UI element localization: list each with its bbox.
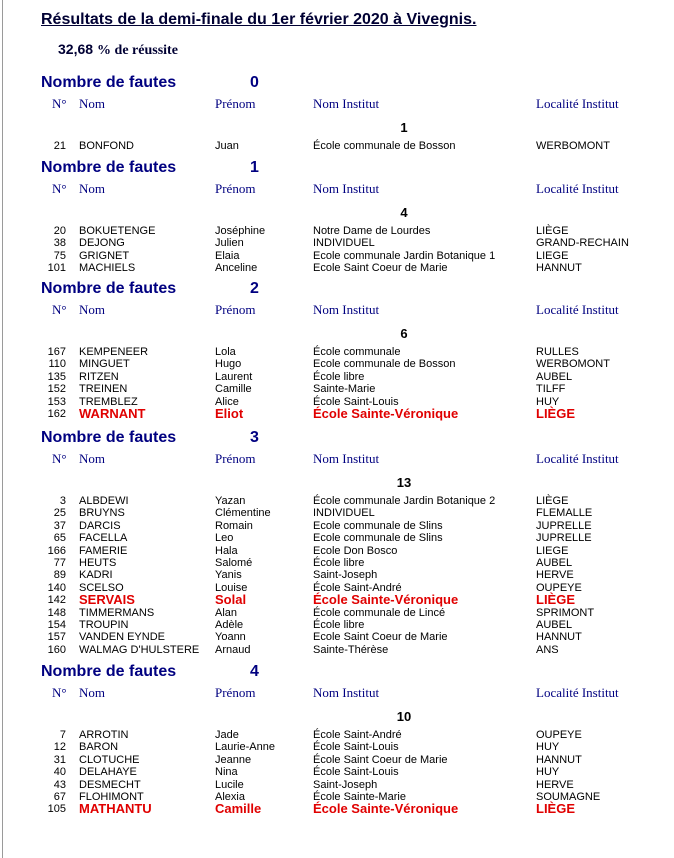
- cell-localite: HERVE: [536, 778, 574, 791]
- cell-num: 148: [47, 606, 66, 619]
- cell-nom: SERVAIS: [79, 592, 135, 608]
- cell-localite: WERBOMONT: [536, 358, 610, 371]
- cell-localite: AUBEL: [536, 557, 573, 569]
- cell-num: 157: [47, 631, 66, 644]
- table-row: [0, 569, 674, 581]
- cell-institut: École Saint-André: [313, 729, 402, 741]
- cell-localite: TILFF: [536, 383, 566, 396]
- table-row: [0, 237, 674, 249]
- table-row: [0, 371, 674, 383]
- cell-nom: ARROTIN: [79, 729, 129, 741]
- fautes-count: 0: [250, 74, 259, 91]
- cell-localite: OUPEYE: [536, 729, 582, 741]
- cell-num: 25: [53, 507, 66, 520]
- table-row: [0, 383, 674, 395]
- cell-institut: École libre: [313, 619, 365, 631]
- cell-prenom: Alice: [215, 395, 239, 408]
- cell-institut: Ecole Don Bosco: [313, 544, 398, 557]
- cell-prenom: Yoann: [215, 631, 246, 644]
- column-header-localite: Localité Institut: [536, 685, 619, 700]
- cell-localite: HUY: [536, 741, 560, 754]
- cell-institut: École libre: [313, 370, 365, 383]
- cell-localite: AUBEL: [536, 619, 573, 631]
- cell-nom: GRIGNET: [79, 249, 130, 262]
- cell-nom: WARNANT: [79, 406, 146, 421]
- cell-prenom: Elaia: [215, 249, 240, 262]
- cell-localite: RULLES: [536, 346, 579, 358]
- cell-institut: Ecole communale de Slins: [313, 532, 443, 545]
- column-header-nom: Nom: [79, 302, 105, 317]
- table-row: [0, 507, 674, 519]
- cell-institut: École communale de Bosson: [313, 140, 456, 152]
- table-row: [0, 741, 674, 753]
- cell-prenom: Julien: [215, 237, 244, 250]
- column-header-nom: Nom: [79, 685, 105, 700]
- cell-prenom: Clémentine: [215, 507, 271, 520]
- cell-prenom: Laurent: [215, 370, 253, 383]
- table-row: [0, 495, 674, 507]
- cell-localite: FLEMALLE: [536, 507, 593, 520]
- cell-num: 160: [47, 643, 66, 656]
- fautes-count: 3: [250, 429, 259, 446]
- cell-nom: DARCIS: [79, 519, 121, 532]
- cell-institut: Sainte-Thérèse: [313, 643, 389, 656]
- cell-num: 135: [47, 370, 66, 383]
- cell-prenom: Lucile: [215, 778, 244, 791]
- cell-prenom: Alexia: [215, 791, 245, 803]
- cell-prenom: Nina: [215, 766, 238, 779]
- cell-localite: LIEGE: [536, 544, 569, 557]
- table-row: [0, 358, 674, 370]
- cell-num: 20: [53, 225, 66, 237]
- cell-num: 12: [53, 741, 66, 754]
- cell-institut: École Saint-Louis: [313, 395, 399, 408]
- cell-prenom: Camille: [215, 383, 252, 396]
- cell-nom: TREINEN: [79, 383, 128, 396]
- cell-institut: École Sainte-Marie: [313, 791, 406, 803]
- table-row: [0, 631, 674, 643]
- cell-num: 31: [53, 753, 66, 766]
- cell-localite: HANNUT: [536, 262, 582, 275]
- column-header-prenom: Prénom: [215, 451, 256, 466]
- cell-prenom: Salomé: [215, 557, 253, 569]
- cell-nom: TROUPIN: [79, 619, 129, 631]
- cell-institut: Notre Dame de Lourdes: [313, 225, 431, 237]
- cell-localite: HANNUT: [536, 753, 582, 766]
- cell-num: 154: [47, 619, 66, 631]
- group-participant-count: 6: [400, 326, 408, 341]
- cell-institut: Saint-Joseph: [313, 569, 378, 582]
- column-header-institut: Nom Institut: [313, 96, 380, 111]
- cell-localite: JUPRELLE: [536, 532, 592, 545]
- section-heading: Nombre de fautes: [41, 74, 177, 91]
- column-header-localite: Localité Institut: [536, 181, 619, 196]
- cell-institut: Ecole communale de Slins: [313, 519, 443, 532]
- cell-num: 153: [47, 395, 66, 408]
- section-heading: Nombre de fautes: [41, 280, 177, 297]
- cell-prenom: Jeanne: [215, 753, 252, 766]
- cell-localite: WERBOMONT: [536, 140, 610, 152]
- cell-institut: École communale Jardin Botanique 2: [313, 495, 496, 507]
- cell-localite: LIÈGE: [536, 495, 569, 507]
- table-row: [0, 607, 674, 619]
- cell-institut: Sainte-Marie: [313, 383, 376, 396]
- cell-num: 105: [47, 803, 66, 816]
- cell-prenom: Alan: [215, 606, 238, 619]
- cell-institut: Ecole Saint Coeur de Marie: [313, 262, 448, 275]
- cell-localite: LIÈGE: [536, 225, 569, 237]
- column-header-num: N°: [52, 685, 67, 700]
- cell-num: 67: [53, 791, 66, 803]
- cell-prenom: Yanis: [215, 569, 242, 582]
- cell-localite: LIÈGE: [536, 406, 576, 421]
- cell-nom: MINGUET: [79, 358, 130, 371]
- cell-num: 37: [53, 519, 66, 532]
- table-row: [0, 779, 674, 791]
- page-title: Résultats de la demi-finale du 1er février 2020 à Vivegnis.: [41, 11, 477, 28]
- cell-localite: JUPRELLE: [536, 519, 592, 532]
- cell-institut: Ecole communale de Bosson: [313, 358, 456, 371]
- table-row: [0, 520, 674, 532]
- cell-institut: École Sainte-Véronique: [313, 592, 459, 608]
- group-participant-count: 4: [400, 205, 408, 220]
- column-header-prenom: Prénom: [215, 302, 256, 317]
- column-header-prenom: Prénom: [215, 181, 256, 196]
- cell-prenom: Hala: [215, 544, 238, 557]
- cell-num: 152: [47, 383, 66, 396]
- table-row: [0, 545, 674, 557]
- section-heading: Nombre de fautes: [41, 429, 177, 446]
- cell-localite: HUY: [536, 766, 560, 779]
- cell-nom: TIMMERMANS: [79, 606, 155, 619]
- cell-num: 166: [47, 544, 66, 557]
- cell-prenom: Solal: [215, 592, 247, 608]
- cell-institut: Ecole communale Jardin Botanique 1: [313, 249, 496, 262]
- cell-prenom: Louise: [215, 581, 248, 594]
- cell-nom: HEUTS: [79, 557, 117, 569]
- cell-nom: VANDEN EYNDE: [79, 631, 165, 644]
- cell-localite: SOUMAGNE: [536, 791, 601, 803]
- column-header-localite: Localité Institut: [536, 96, 619, 111]
- cell-num: 43: [53, 778, 66, 791]
- column-header-nom: Nom: [79, 451, 105, 466]
- cell-nom: BONFOND: [79, 140, 134, 152]
- table-row: [0, 225, 674, 237]
- column-header-num: N°: [52, 451, 67, 466]
- table-row: [0, 346, 674, 358]
- table-row: [0, 140, 674, 152]
- cell-nom: DESMECHT: [79, 778, 141, 791]
- cell-nom: DEJONG: [79, 237, 125, 250]
- success-rate: [58, 41, 178, 59]
- cell-localite: LIÈGE: [536, 592, 576, 608]
- cell-nom: FLOHIMONT: [79, 791, 144, 803]
- cell-localite: AUBEL: [536, 370, 573, 383]
- cell-prenom: Camille: [215, 801, 262, 817]
- column-header-prenom: Prénom: [215, 96, 256, 111]
- success-rate-label: % de réussite: [97, 43, 178, 58]
- cell-localite: OUPEYE: [536, 581, 582, 594]
- cell-institut: École Saint-André: [313, 581, 402, 594]
- table-row: [0, 532, 674, 544]
- cell-prenom: Eliot: [215, 406, 244, 421]
- cell-prenom: Jade: [215, 729, 239, 741]
- cell-nom: KADRI: [79, 569, 113, 582]
- table-row: [0, 619, 674, 631]
- cell-prenom: Juan: [215, 140, 239, 152]
- column-header-localite: Localité Institut: [536, 451, 619, 466]
- highlighted-row: [0, 801, 674, 815]
- group-participant-count: 13: [396, 475, 412, 490]
- table-row: [0, 250, 674, 262]
- cell-num: 77: [53, 557, 66, 569]
- cell-prenom: Anceline: [215, 262, 258, 275]
- cell-nom: DELAHAYE: [79, 766, 137, 779]
- column-header-num: N°: [52, 96, 67, 111]
- highlighted-row: [0, 592, 674, 606]
- table-row: [0, 754, 674, 766]
- cell-institut: École communale: [313, 346, 401, 358]
- cell-prenom: Arnaud: [215, 643, 251, 656]
- cell-nom: BOKUETENGE: [79, 225, 156, 237]
- cell-nom: WALMAG D'HULSTERE: [79, 643, 200, 656]
- cell-institut: École Saint-Louis: [313, 741, 399, 754]
- cell-num: 89: [53, 569, 66, 582]
- column-header-institut: Nom Institut: [313, 181, 380, 196]
- highlighted-row: [0, 406, 674, 420]
- cell-prenom: Yazan: [215, 495, 246, 507]
- cell-nom: FACELLA: [79, 532, 128, 545]
- cell-institut: École communale de Lincé: [313, 606, 446, 619]
- table-row: [0, 644, 674, 656]
- section-heading: Nombre de fautes: [41, 159, 177, 176]
- table-row: [0, 262, 674, 274]
- cell-institut: INDIVIDUEL: [313, 237, 375, 250]
- fautes-count: 2: [250, 280, 259, 297]
- cell-num: 40: [53, 766, 66, 779]
- cell-prenom: Romain: [215, 519, 253, 532]
- cell-prenom: Laurie-Anne: [215, 741, 275, 754]
- cell-institut: École Saint-Louis: [313, 766, 399, 779]
- cell-localite: LIÈGE: [536, 801, 576, 817]
- cell-localite: LIEGE: [536, 249, 569, 262]
- cell-prenom: Leo: [215, 532, 234, 545]
- cell-institut: École libre: [313, 557, 365, 569]
- cell-institut: École Saint Coeur de Marie: [313, 753, 448, 766]
- cell-num: 3: [59, 495, 66, 507]
- group-participant-count: 10: [396, 709, 412, 724]
- cell-nom: FAMERIE: [79, 544, 128, 557]
- cell-num: 142: [47, 594, 66, 607]
- table-row: [0, 729, 674, 741]
- cell-nom: TREMBLEZ: [79, 395, 138, 408]
- cell-num: 167: [47, 346, 66, 358]
- cell-nom: KEMPENEER: [79, 346, 149, 358]
- cell-num: 75: [53, 249, 66, 262]
- column-header-nom: Nom: [79, 96, 105, 111]
- cell-nom: RITZEN: [79, 370, 119, 383]
- cell-nom: BARON: [79, 741, 119, 754]
- cell-num: 38: [53, 237, 66, 250]
- cell-nom: MACHIELS: [79, 262, 136, 275]
- cell-localite: HANNUT: [536, 631, 582, 644]
- cell-num: 140: [47, 581, 66, 594]
- cell-num: 110: [48, 358, 66, 371]
- column-header-nom: Nom: [79, 181, 105, 196]
- cell-localite: HERVE: [536, 569, 574, 582]
- cell-num: 101: [47, 262, 66, 275]
- cell-institut: Saint-Joseph: [313, 778, 378, 791]
- cell-localite: HUY: [536, 395, 560, 408]
- cell-nom: SCELSO: [79, 581, 124, 594]
- fautes-count: 4: [250, 663, 259, 680]
- cell-institut: École Sainte-Véronique: [313, 406, 459, 421]
- fautes-count: 1: [250, 159, 259, 176]
- group-participant-count: 1: [400, 120, 408, 135]
- column-header-num: N°: [52, 181, 67, 196]
- cell-localite: ANS: [536, 643, 559, 656]
- cell-prenom: Joséphine: [215, 225, 266, 237]
- cell-localite: GRAND-RECHAIN: [536, 237, 629, 250]
- cell-institut: INDIVIDUEL: [313, 507, 375, 520]
- cell-localite: SPRIMONT: [536, 606, 595, 619]
- cell-num: 162: [47, 408, 66, 420]
- cell-prenom: Adèle: [215, 619, 244, 631]
- table-row: [0, 766, 674, 778]
- cell-institut: École Sainte-Véronique: [313, 801, 459, 817]
- column-header-institut: Nom Institut: [313, 451, 380, 466]
- table-row: [0, 557, 674, 569]
- success-rate-value: 32,68: [58, 41, 94, 57]
- cell-nom: CLOTUCHE: [79, 753, 140, 766]
- cell-institut: Ecole Saint Coeur de Marie: [313, 631, 448, 644]
- column-header-institut: Nom Institut: [313, 302, 380, 317]
- cell-prenom: Hugo: [215, 358, 242, 371]
- column-header-prenom: Prénom: [215, 685, 256, 700]
- cell-prenom: Lola: [215, 346, 236, 358]
- cell-num: 21: [53, 140, 66, 152]
- cell-nom: BRUYNS: [79, 507, 125, 520]
- cell-nom: ALBDEWI: [79, 495, 129, 507]
- cell-num: 7: [59, 729, 66, 741]
- cell-num: 65: [53, 532, 66, 545]
- column-header-num: N°: [52, 302, 67, 317]
- column-header-institut: Nom Institut: [313, 685, 380, 700]
- section-heading: Nombre de fautes: [41, 663, 177, 680]
- column-header-localite: Localité Institut: [536, 302, 619, 317]
- cell-nom: MATHANTU: [79, 801, 152, 817]
